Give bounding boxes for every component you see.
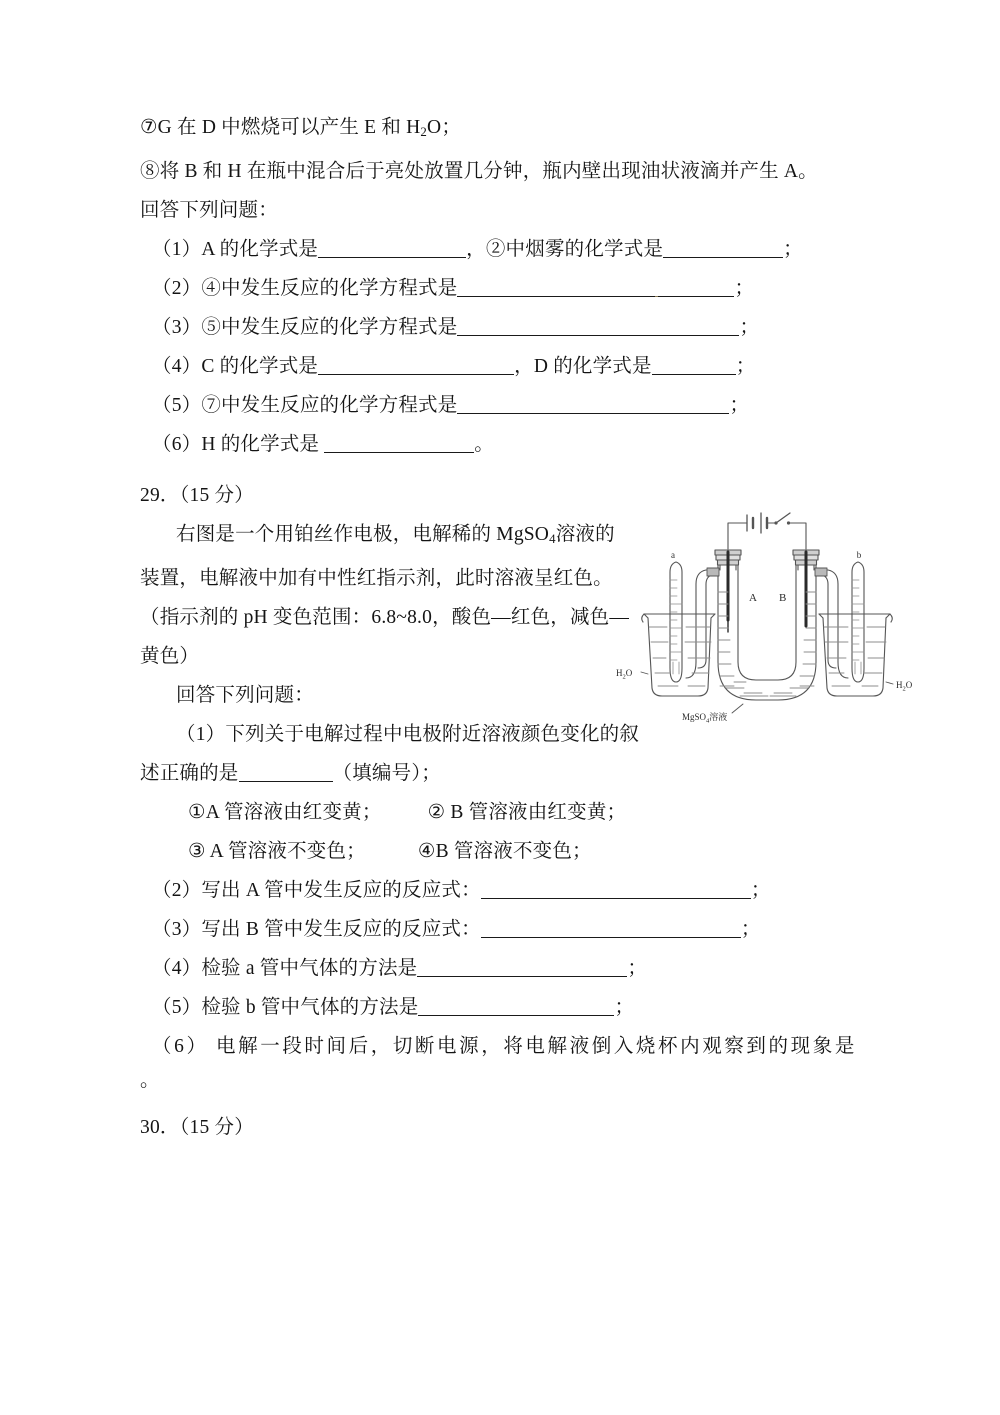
stem-2-text: 装置，电解液中加有中性红指示剂，此时溶液呈红色。: [140, 567, 613, 589]
sub-q6-text-c: 。: [474, 433, 494, 455]
prev-item-7-sub: 2: [420, 124, 428, 139]
prev-item-7: [140, 108, 880, 152]
question-29-sub-3: [140, 910, 880, 949]
question-29-score: （15 分）: [179, 484, 254, 506]
question-29-options-row-1: [140, 793, 880, 832]
question-29-sub-5: [140, 988, 880, 1027]
stem-3-text: （指示剂的 pH 变色范围：6.8~8.0，酸色—红色，减色—: [140, 606, 630, 628]
figure-label-tube-b: b: [856, 550, 862, 560]
figure-label-tube-a: a: [671, 550, 675, 560]
prev-answer-prompt: [140, 191, 880, 230]
sub-q6-text-a: （6）H 的化学式是: [152, 433, 325, 455]
q29-5-end: ；: [614, 996, 635, 1018]
sub-q4-text-a: （4）C 的化学式是: [152, 355, 319, 377]
q29-1-line1-text: （1）下列关于电解过程中电极附近溶液颜色变化的叙: [176, 723, 640, 745]
section-spacer: [140, 464, 880, 476]
prev-sub-question-1: [140, 230, 880, 269]
question-29-answer-prompt-text: 回答下列问题：: [176, 684, 314, 706]
wire-right: [788, 523, 806, 549]
sub-q1-text-b: ，②中烟雾的化学式是: [466, 238, 664, 260]
q29-5-text: （5）检验 b 管中气体的方法是: [152, 996, 419, 1018]
answer-blank[interactable]: [663, 242, 783, 258]
stem-1-sub: 4: [549, 531, 556, 546]
answer-blank[interactable]: [481, 883, 751, 899]
prev-item-8: [140, 152, 880, 191]
option-4-label[interactable]: B 管溶液不变色；: [435, 840, 592, 862]
wire-left: [728, 523, 747, 549]
figure-label-water-right: $H_2O$: [896, 680, 913, 693]
question-30-number: 30．: [140, 1116, 180, 1138]
question-29-sub-6-terminator: [140, 1066, 880, 1096]
question-29-sub-1-line-2: [140, 754, 880, 793]
q29-1-line2-b: （填编号）；: [332, 762, 441, 784]
stem-4-text: 黄色）: [140, 645, 200, 667]
q29-3-end: ；: [740, 918, 761, 940]
question-29-sub-4: [140, 949, 880, 988]
prev-item-7-end: O；: [427, 117, 462, 138]
answer-blank[interactable]: [324, 437, 474, 453]
prev-sub-question-6: [140, 425, 880, 464]
q29-4-text: （4）检验 a 管中气体的方法是: [152, 957, 418, 979]
question-29-options-row-2: [140, 832, 880, 871]
electrolysis-apparatus-figure: [610, 492, 920, 730]
figure-label-electrode-B: B: [779, 592, 787, 604]
option-1-label[interactable]: A 管溶液由红变黄；: [205, 801, 382, 823]
answer-blank[interactable]: [457, 320, 739, 336]
sub-q5-text-c: ；: [729, 394, 750, 416]
sub-q1-text-a: （1）A 的化学式是: [152, 238, 319, 260]
sub-q5-text-a: （5）⑦中发生反应的化学方程式是: [152, 394, 458, 416]
sub-q3-text-a: （3）⑤中发生反应的化学方程式是: [152, 316, 458, 338]
question-29-sub-6: [140, 1027, 880, 1066]
prev-sub-question-2: [140, 269, 880, 308]
answer-blank[interactable]: [457, 281, 655, 297]
question-29-number: 29．: [140, 484, 180, 506]
question-29-sub-2: [140, 871, 880, 910]
figure-label-water-left: $H_2O$: [616, 668, 633, 681]
q29-2-text: （2）写出 A 管中发生反应的反应式：: [152, 879, 481, 901]
option-2-mark[interactable]: ②: [427, 801, 446, 823]
sub-q4-text-b: ，D 的化学式是: [514, 355, 652, 377]
answer-blank[interactable]: [652, 359, 736, 375]
sub-q2-text-c: ；: [734, 277, 755, 299]
answer-blank[interactable]: [417, 961, 627, 977]
answer-blank[interactable]: [658, 281, 734, 297]
q29-6-text: （6） 电解一段时间后，切断电源，将电解液倒入烧杯内观察到的现象是: [152, 1035, 857, 1057]
prev-answer-prompt-text: 回答下列问题：: [140, 199, 278, 221]
option-1-mark[interactable]: ①: [188, 801, 206, 823]
q29-4-end: ；: [627, 957, 648, 979]
figure-label-solution: MgSO$_4$溶液: [682, 712, 728, 725]
prev-sub-question-4: [140, 347, 880, 386]
sub-q1-text-c: ；: [783, 238, 803, 260]
answer-blank[interactable]: [418, 1000, 614, 1016]
q29-1-line2-a: 述正确的是: [140, 762, 239, 784]
option-2-label[interactable]: B 管溶液由红变黄；: [445, 801, 627, 823]
answer-blank[interactable]: [318, 359, 514, 375]
stem-1-text: 右图是一个用铂丝作电极，电解稀的 MgSO: [176, 523, 550, 545]
sub-q4-text-c: ；: [735, 355, 756, 377]
answer-blank[interactable]: [239, 766, 333, 782]
q29-3-text: （3）写出 B 管中发生反应的反应式：: [152, 918, 481, 940]
answer-blank[interactable]: [481, 922, 741, 938]
prev-sub-question-3: [140, 308, 880, 347]
q29-6-end: 。: [140, 1069, 160, 1091]
answer-blank[interactable]: [457, 398, 729, 414]
stem-1-end: 溶液的: [555, 523, 615, 545]
option-3-mark[interactable]: ③: [188, 840, 206, 862]
question-30-score: （15 分）: [179, 1116, 254, 1138]
section-spacer-2: [140, 1096, 880, 1108]
sub-q2-text-a: （2）④中发生反应的化学方程式是: [152, 277, 458, 299]
answer-blank[interactable]: [318, 242, 466, 258]
figure-label-electrode-A: A: [749, 592, 757, 604]
prev-sub-question-5: [140, 386, 880, 425]
option-3-label[interactable]: A 管溶液不变色；: [205, 840, 366, 862]
prev-item-8-text: ⑧将 B 和 H 在瓶中混合后于亮处放置几分钟，瓶内壁出现油状液滴并产生 A。: [140, 160, 818, 182]
sub-q3-text-c: ；: [739, 316, 760, 338]
question-30-heading: [140, 1108, 880, 1147]
option-4-mark[interactable]: ④: [417, 840, 436, 862]
prev-item-7-text: ⑦G 在 D 中燃烧可以产生 E 和 H: [140, 117, 421, 138]
q29-2-end: ；: [750, 879, 771, 901]
